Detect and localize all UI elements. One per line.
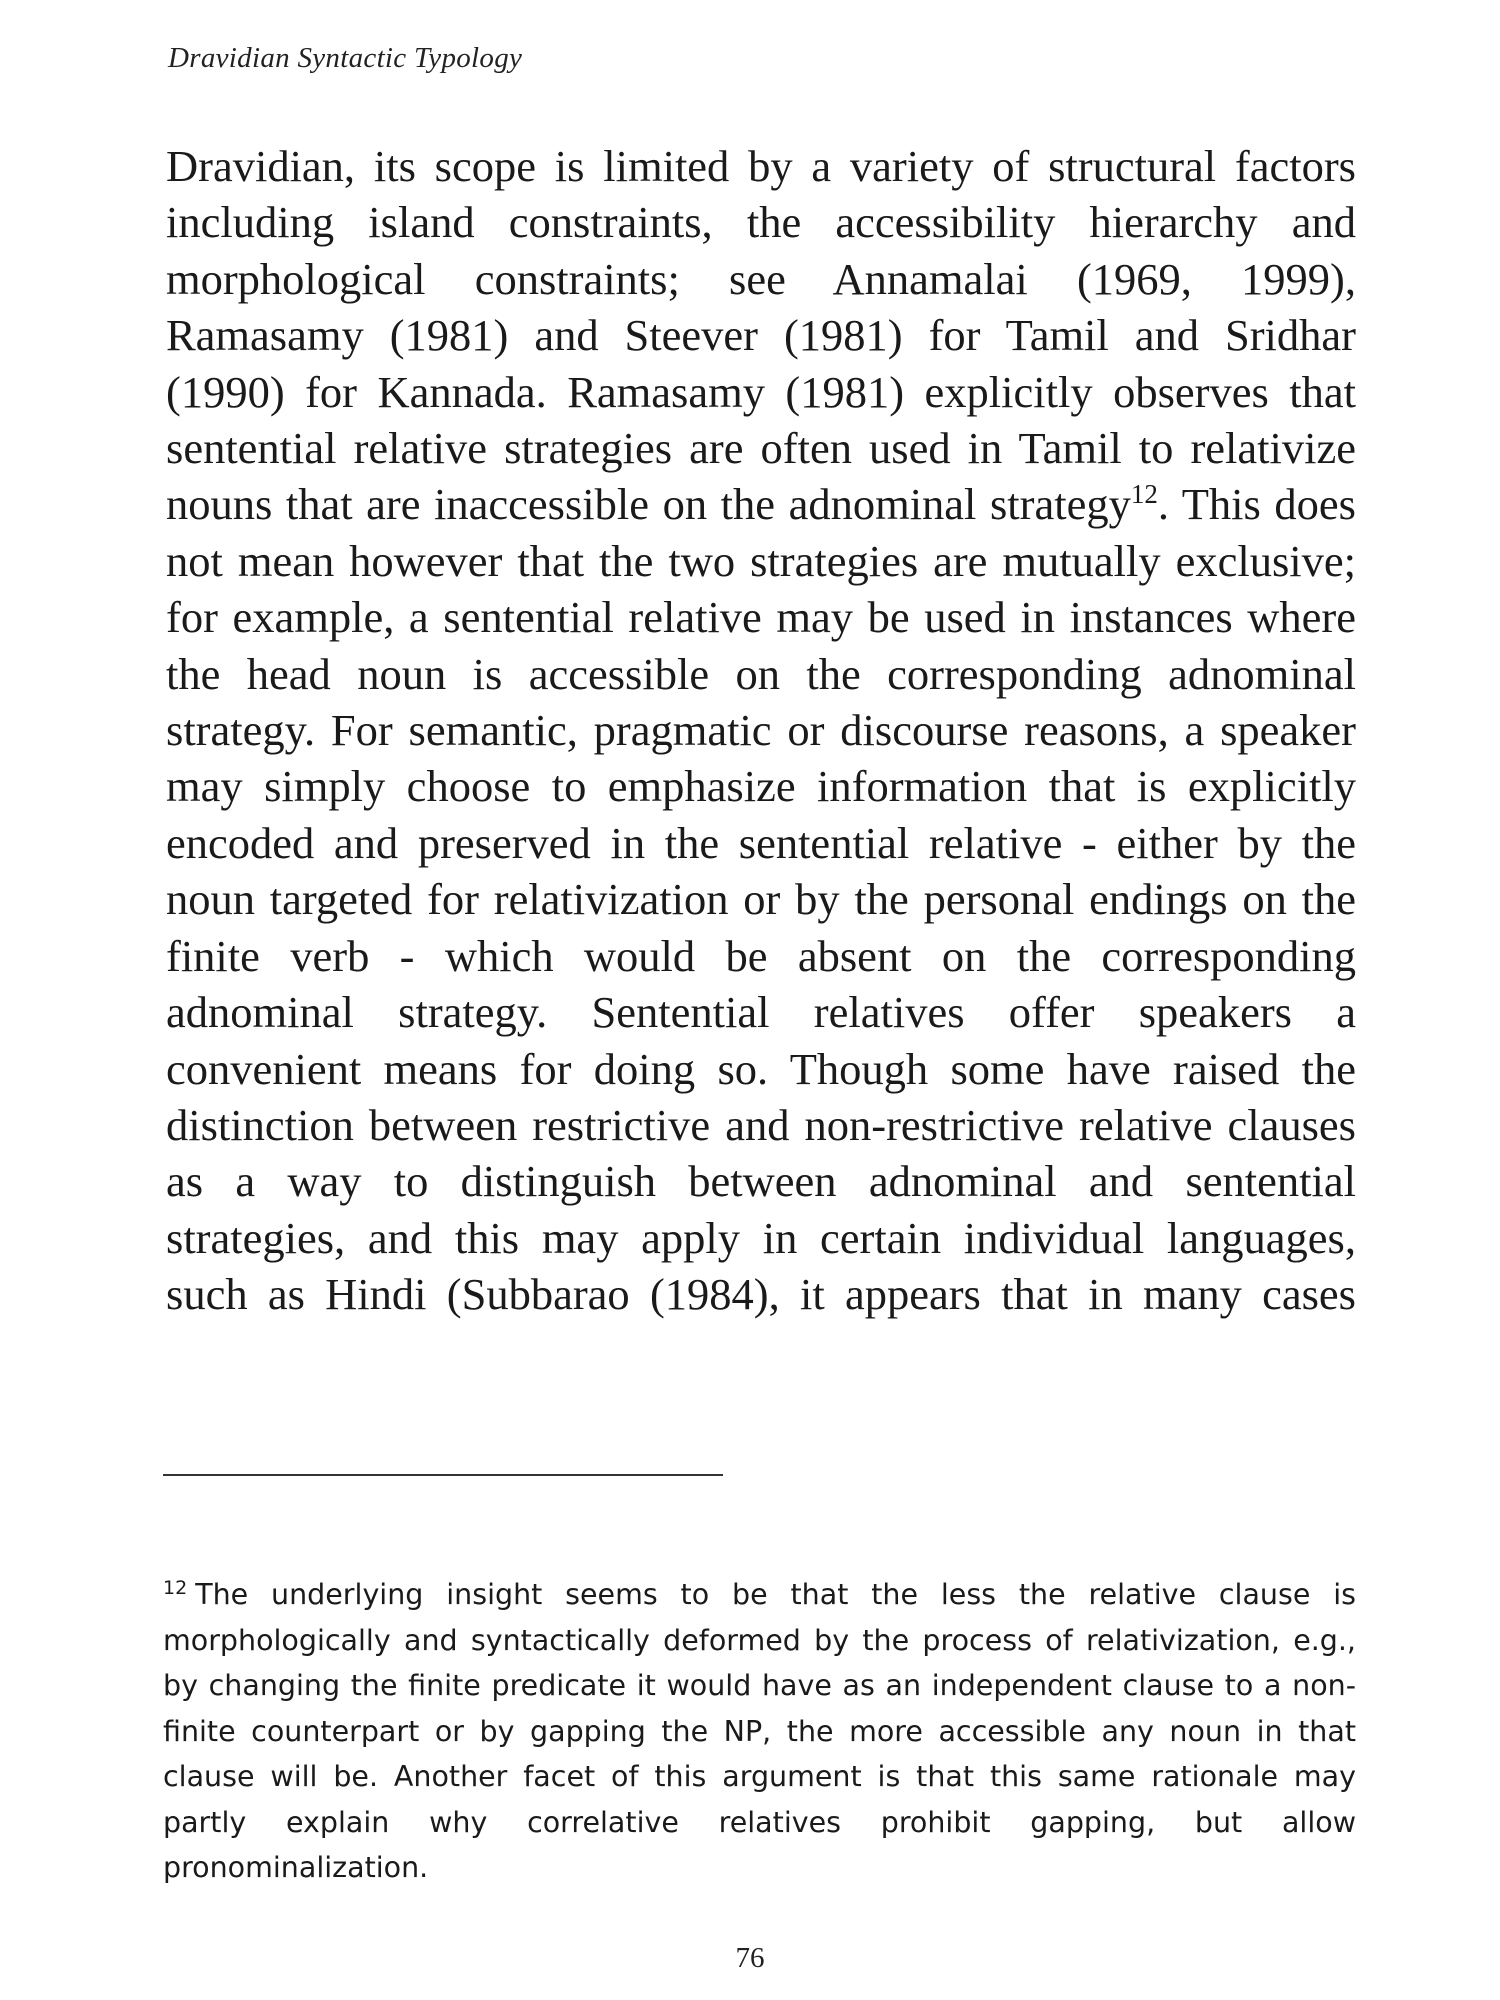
- footnote-reference: 12: [1130, 479, 1158, 510]
- footnote-number: 12: [163, 1576, 188, 1599]
- body-text-part-1: Dravidian, its scope is limited by a variety of structural factors including island constraints, the accessibility hierarchy and morphological constraints; see Annamalai (1969, 1999), Ramasamy (1981) and Steever (1981) for Tamil and Sridhar (1990) for Kannada. Ramasamy (1981) explicitly observes that sentential relative strategies are often used in Tamil to relativize nouns that are inaccessible on the adnominal strategy: [166, 141, 1356, 530]
- page-number: 76: [735, 1942, 765, 1974]
- running-header: Dravidian Syntactic Typology: [168, 42, 523, 74]
- footnote-separator: [163, 1474, 723, 1476]
- footnote-text: The underlying insight seems to be that the less the relative clause is morphologically and syntactically deformed by the process of relativization, e.g., by changing the finite predicate it would have as an independent clause to a non-finite counterpart or by gapping the NP, the more accessible any noun in that clause will be. Another facet of this argument is that this same rationale may partly explain why correlative relatives prohibit gapping, but allow pronominalization.: [163, 1578, 1356, 1884]
- body-text-part-2: . This does not mean however that the two strategies are mutually exclusive; for example, a sentential relative may be used in instances where the head noun is accessible on the corresponding adnominal strategy. For semantic, pragmatic or discourse reasons, a speaker may simply choose to emphasize information that is explicitly encoded and preserved in the sentential relative - either by the noun targeted for relativization or by the personal endings on the finite verb - which would be absent on the corresponding adnominal strategy. Sentential relatives offer speakers a convenient means for doing so. Though some have raised the distinction between restrictive and non-restrictive relative clauses as a way to distinguish between adnominal and sentential strategies, and this may apply in certain individual languages, such as Hindi (Subbarao (1984), it appears that in many cases: [166, 479, 1356, 1320]
- footnote: [163, 1572, 1356, 1891]
- body-paragraph: [166, 138, 1356, 1323]
